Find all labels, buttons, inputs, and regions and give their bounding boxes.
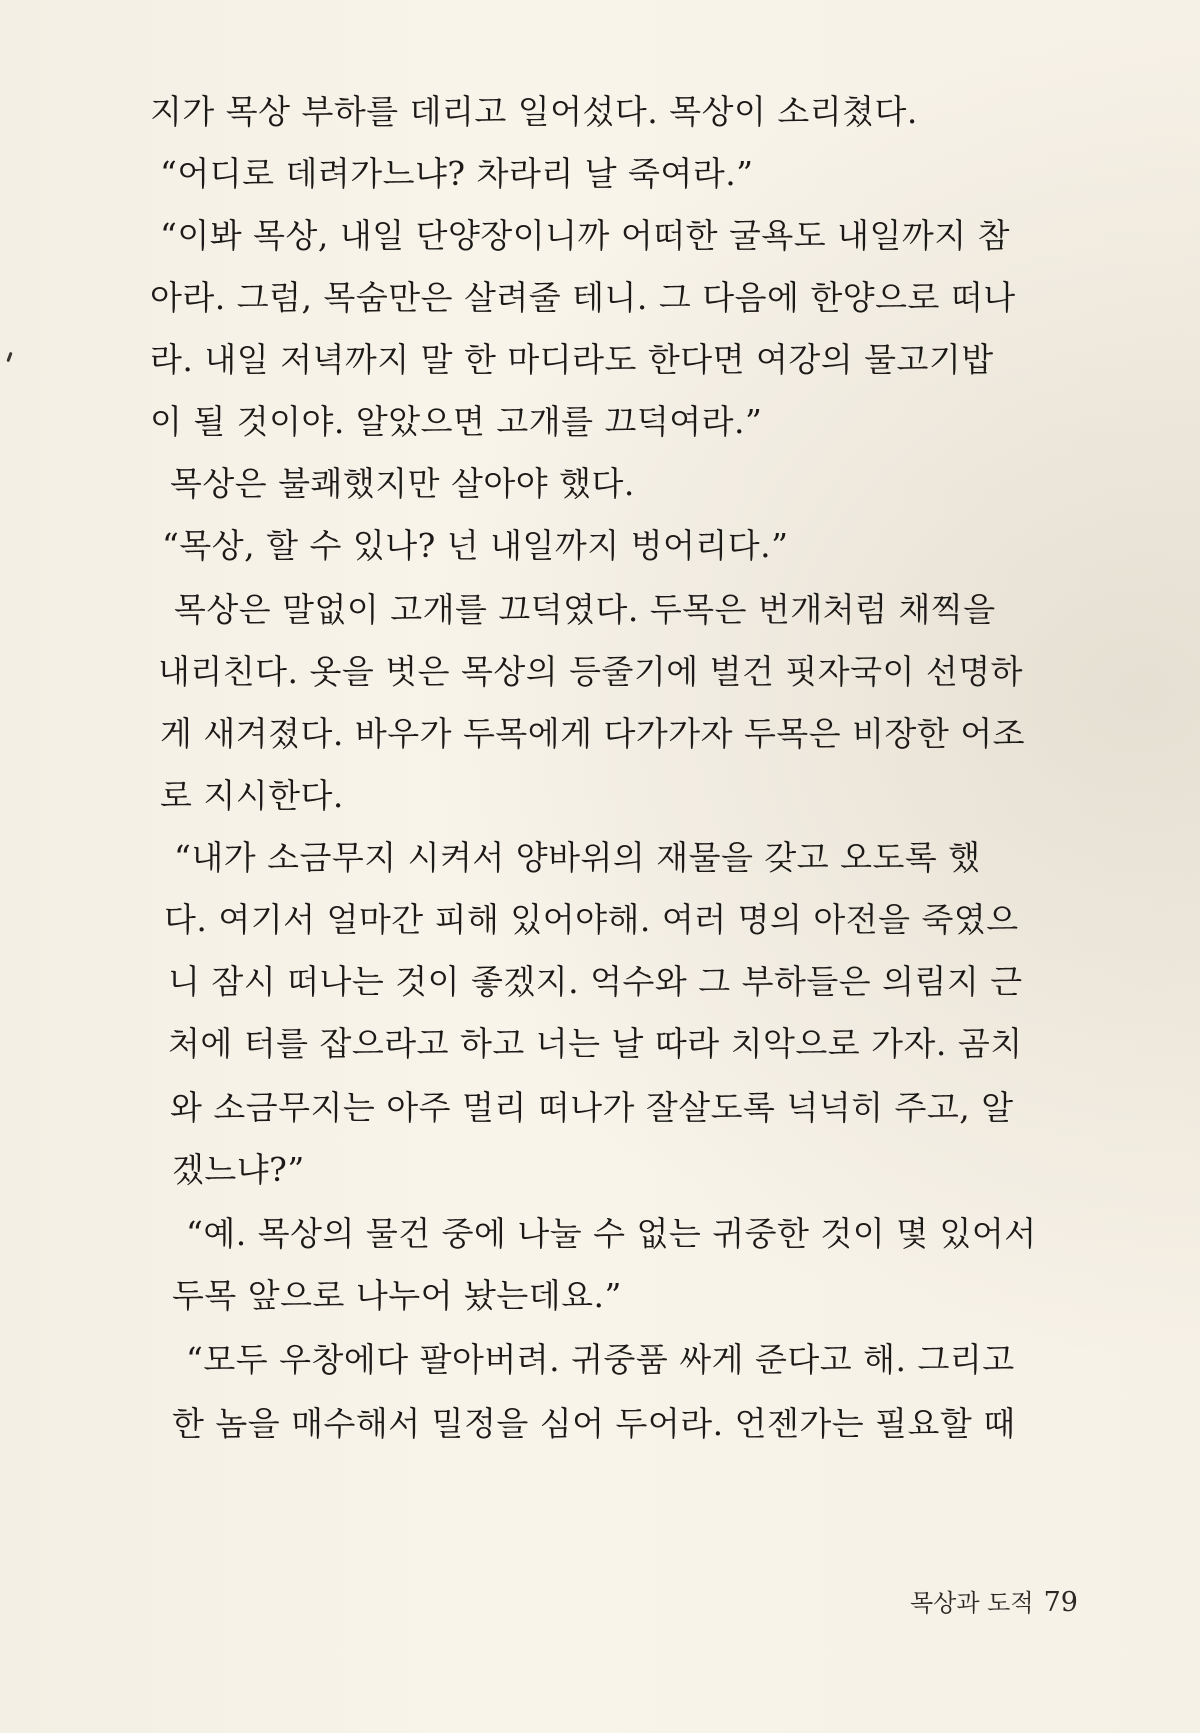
text-line: “목상, 할 수 있나? 넌 내일까지 벙어리다.”: [162, 526, 789, 565]
text-line: “어디로 데려가느냐? 차라리 날 죽여라.”: [160, 154, 754, 193]
text-line: 목상은 불쾌했지만 살아야 했다.: [170, 464, 635, 503]
text-line: 로 지시한다.: [160, 776, 344, 815]
text-line: 아라. 그럼, 목숨만은 살려줄 테니. 그 다음에 한양으로 떠나: [150, 278, 1016, 317]
text-line: “내가 소금무지 시켜서 양바위의 재물을 갖고 오도록 했: [174, 838, 981, 877]
text-line: 라. 내일 저녁까지 말 한 마디라도 한다면 여강의 물고기밥: [150, 340, 994, 379]
text-line: 겠느냐?”: [172, 1150, 305, 1189]
text-line: 게 새겨졌다. 바우가 두목에게 다가가자 두목은 비장한 어조: [160, 714, 1025, 753]
text-line: “예. 목상의 물건 중에 나눌 수 없는 귀중한 것이 몇 있어서: [186, 1214, 1037, 1253]
chapter-title: 목상과 도적: [910, 1589, 1034, 1617]
text-line: 와 소금무지는 아주 멀리 떠나가 잘살도록 넉넉히 주고, 알: [170, 1088, 1014, 1127]
text-line: 두목 앞으로 나누어 놨는데요.”: [172, 1276, 622, 1315]
text-line: 지가 목상 부하를 데리고 일어섰다. 목상이 소리쳤다.: [150, 92, 918, 131]
text-line: 목상은 말없이 고개를 끄덕였다. 두목은 번개처럼 채찍을: [174, 590, 996, 629]
text-line: 이 될 것이야. 알았으면 고개를 끄덕여라.”: [150, 402, 763, 441]
text-line: 내리친다. 옷을 벗은 목상의 등줄기에 벌건 핏자국이 선명하: [158, 652, 1023, 691]
text-line: “이봐 목상, 내일 단양장이니까 어떠한 굴욕도 내일까지 참: [160, 216, 1010, 255]
text-line: 처에 터를 잡으라고 하고 너는 날 따라 치악으로 가자. 곰치: [168, 1024, 1023, 1063]
running-footer: [910, 1583, 1078, 1623]
ink-speck: [6, 352, 12, 362]
text-line: 다. 여기서 얼마간 피해 있어야해. 여러 명의 아전을 죽였으: [164, 900, 1019, 939]
text-line: “모두 우창에다 팔아버려. 귀중품 싸게 준다고 해. 그리고: [186, 1340, 1015, 1379]
page-number: 79: [1043, 1587, 1078, 1618]
text-line: 한 놈을 매수해서 밀정을 심어 두어라. 언젠가는 필요할 때: [172, 1404, 1016, 1443]
text-line: 니 잠시 떠나는 것이 좋겠지. 억수와 그 부하들은 의림지 근: [168, 962, 1023, 1001]
